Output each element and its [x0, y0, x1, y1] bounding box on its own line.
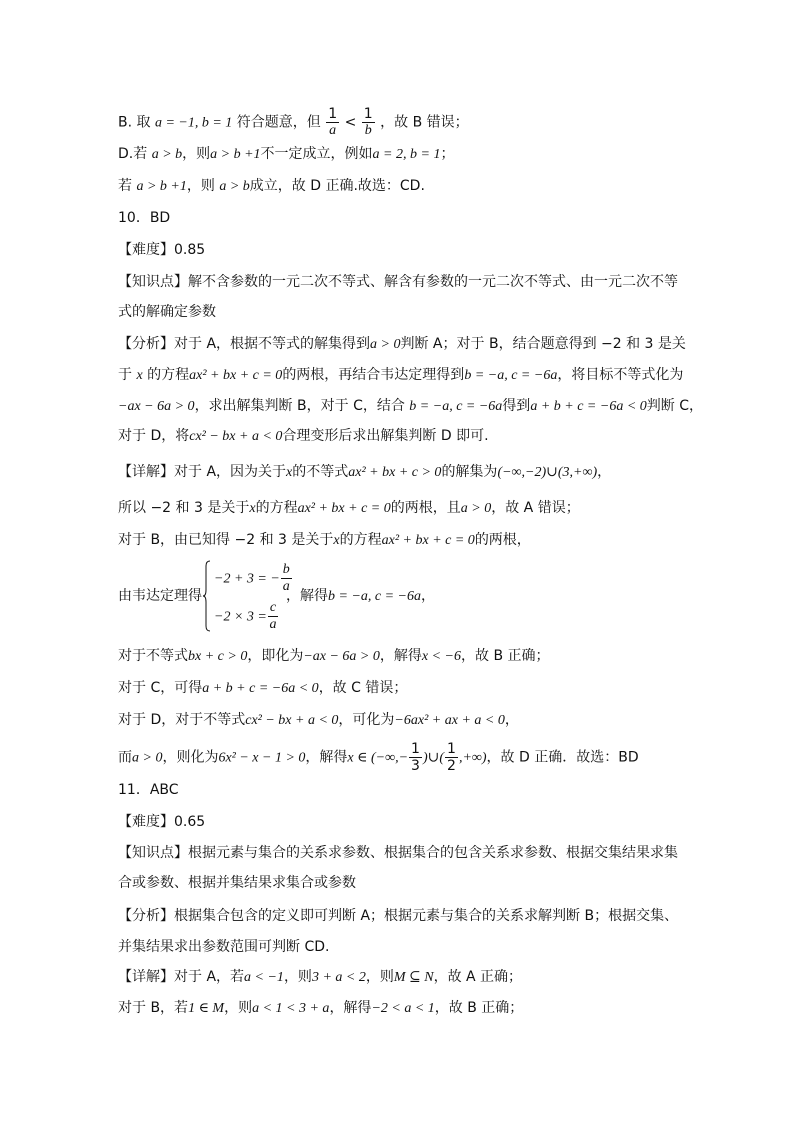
- math: a = −1, b = 1: [154, 115, 233, 131]
- fraction: $\frac{1}{a}$: [328, 106, 338, 138]
- fraction: $\frac{1}{2}$: [447, 741, 456, 774]
- text-line: 若 a > b +1，则 a > b成立，故 D 正确.故选：CD.: [118, 178, 425, 194]
- analysis-line: 并集结果求出参数范围可判断 CD.: [118, 939, 330, 955]
- detail-line: 所以 −2 和 3 是关于x的方程ax² + bx + c = 0的两根，且a > 0，故 A 错误；: [118, 500, 580, 516]
- knowledge-points: 【知识点】解不含参数的一元二次不等式、解含有参数的一元二次不等式、由一元二次不等: [118, 274, 678, 290]
- detail-line: 对于 B，由已知得 −2 和 3 是关于x的方程ax² + bx + c = 0的两根，: [118, 532, 531, 548]
- text-line: [118, 106, 469, 139]
- detail-line: ，解得b = −a, c = −6a，: [286, 588, 436, 604]
- difficulty: 【难度】0.85: [118, 242, 206, 258]
- knowledge-points-cont: 式的解确定参数: [118, 304, 216, 320]
- knowledge-points: 【知识点】根据元素与集合的关系求参数、根据集合的包含关系求参数、根据交集结果求集: [118, 845, 678, 861]
- detail-line: 对于 D，对于不等式cx² − bx + a < 0，可化为−6ax² + ax + a < 0，: [118, 712, 519, 728]
- question-number: 11．ABC: [118, 782, 179, 798]
- analysis-line: 【分析】根据集合包含的定义即可判断 A；根据元素与集合的关系求解判断 B；根据交集、: [118, 908, 679, 924]
- text: ，故 B 错误；: [380, 114, 469, 131]
- vieta-label: 由韦达定理得: [118, 588, 202, 604]
- detail-line: 对于 C，可得a + b + c = −6a < 0，故 C 错误；: [118, 680, 408, 696]
- text-line: D.若 a > b，则a > b +1不一定成立，例如a = 2, b = 1；: [118, 146, 455, 162]
- analysis-line: 于 x 的方程ax² + bx + c = 0的两根，再结合韦达定理得到b = −a, c = −6a，将目标不等式化为: [118, 367, 684, 383]
- system-row: −2 + 3 = − $\frac{b}{a}$: [214, 562, 290, 594]
- fraction: $\frac{1}{b}$: [363, 106, 373, 138]
- analysis-line: 对于 D，将cx² − bx + a < 0合理变形后求出解集判断 D 即可.: [118, 428, 489, 444]
- detail-line: 对于不等式bx + c > 0，即化为−ax − 6a > 0，解得x < −6，故 B 正确；: [118, 648, 550, 664]
- fraction: $\frac{1}{3}$: [411, 741, 420, 774]
- text: B. 取: [118, 114, 151, 131]
- detail-line: 【详解】对于 A，因为关于x的不等式ax² + bx + c > 0的解集为(−∞,−2)∪(3,+∞)，: [118, 464, 612, 480]
- question-number: 10．BD: [118, 210, 171, 226]
- system-row: −2 × 3 = $\frac{c}{a}$: [214, 600, 277, 632]
- detail-line: 而a > 0，则化为6x² − x − 1 > 0，解得x ∈ (−∞,− $\frac{1}{3}$ )∪( $\frac{1}{2}$ ,+∞)，故 D 正确．故选：BD: [118, 741, 639, 774]
- text: 符合题意，但: [236, 114, 321, 131]
- left-brace: [203, 560, 211, 632]
- detail-line: 对于 B，若1 ∈ M，则a < 1 < 3 + a，解得−2 < a < 1，故 B 正确；: [118, 1000, 524, 1016]
- knowledge-points-cont: 合或参数、根据并集结果求集合或参数: [118, 875, 356, 891]
- analysis-line: −ax − 6a > 0，求出解集判断 B，对于 C，结合 b = −a, c = −6a得到a + b + c = −6a < 0判断 C，: [118, 398, 703, 414]
- text: <: [344, 114, 357, 131]
- detail-line: 【详解】对于 A，若a < −1，则3 + a < 2，则M ⊆ N，故 A 正确；: [118, 969, 523, 985]
- difficulty: 【难度】0.65: [118, 814, 206, 830]
- analysis-line: 【分析】对于 A，根据不等式的解集得到a > 0判断 A；对于 B，结合题意得到 −2 和 3 是关: [118, 336, 686, 352]
